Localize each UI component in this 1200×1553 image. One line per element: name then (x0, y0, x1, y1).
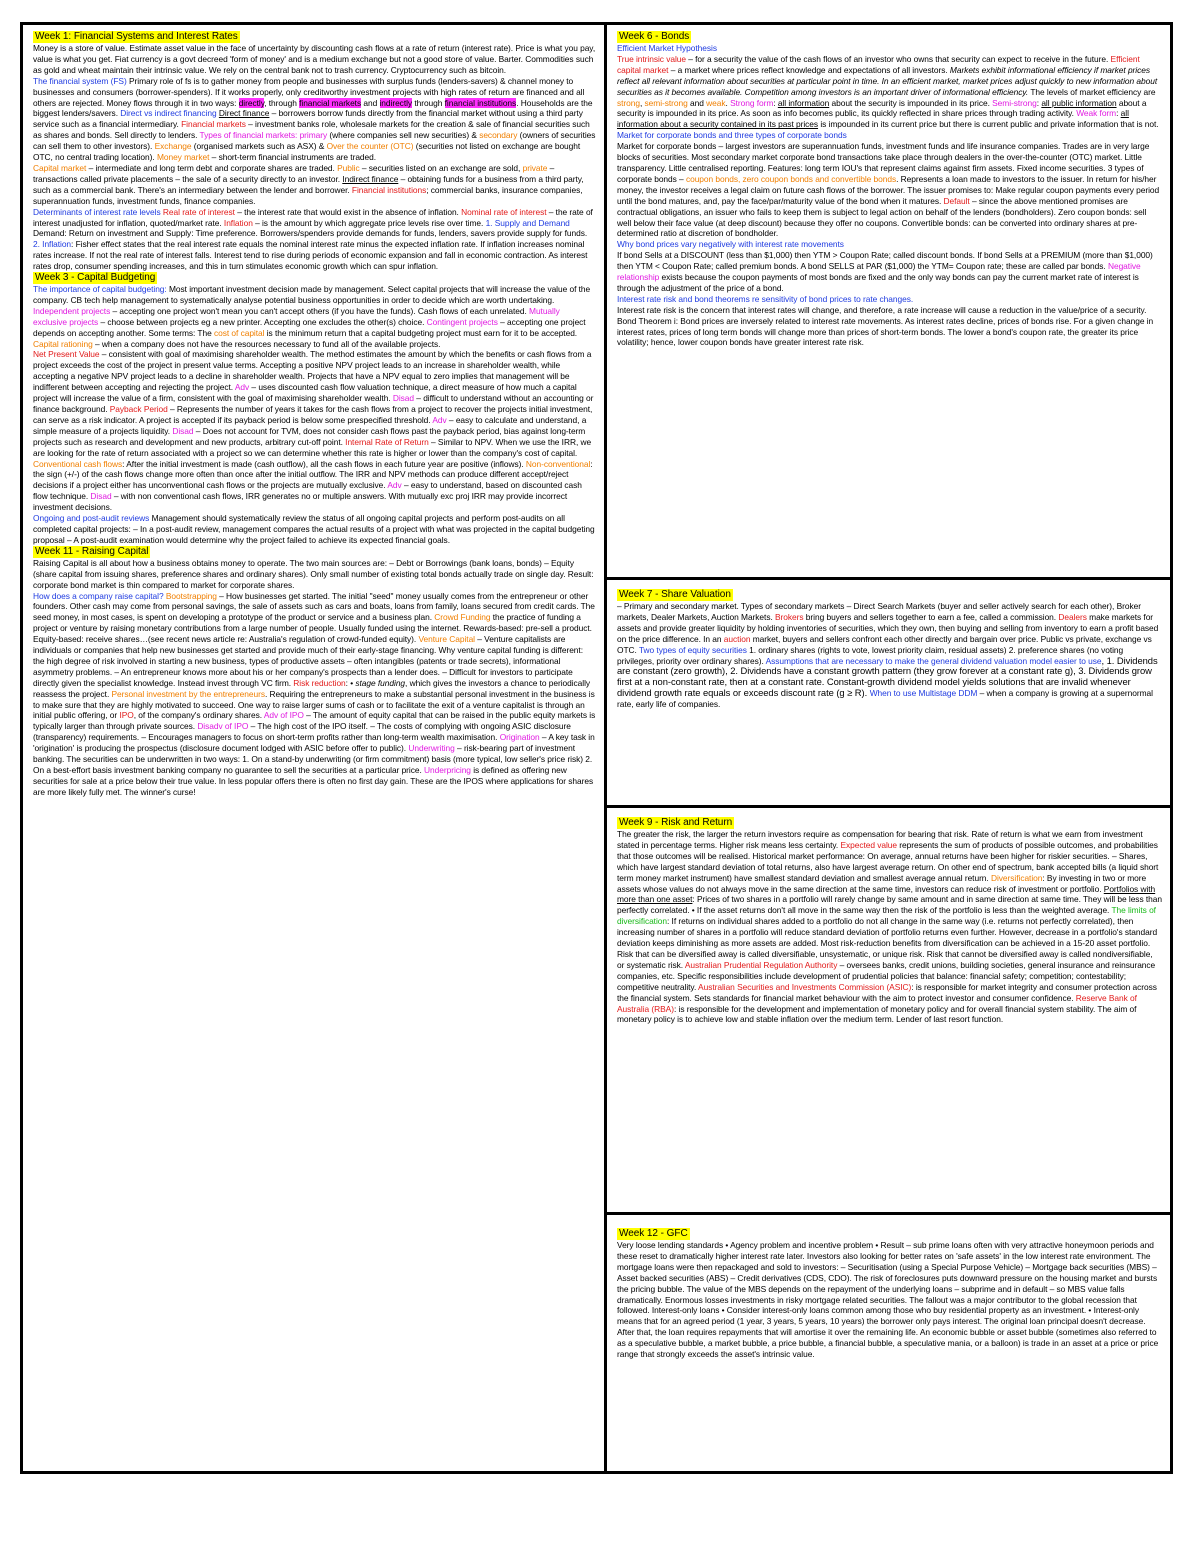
week6-paragraph-4: Interest rate risk is the concern that interest rates will change, and therefore, a rate increase will cause a reduction in the value/price of a security. Bond Theorem i: Bond prices are inversely related to interest rate movements. As interest rates decline, prices of bonds rise. For a given change in interest rates, prices of long term bonds will change more than prices of short-term bonds. The lower a bond's coupon rate, the greater its price volatility; hence, lower coupon bonds have greater interest rate risk. (617, 304, 1154, 348)
week3-title: Week 3 - Capital Budgeting (35, 272, 156, 284)
week6-box (607, 25, 1170, 580)
week11-title: Week 11 - Raising Capital (35, 545, 149, 557)
left-column-content (23, 25, 604, 802)
week3-paragraph-1: The importance of capital budgeting: Most important investment decision made by management. Select capital projects that will increase the value of the company. CB tech help management to systematically analyse potential business opportunities in order to decide which are worth undertaking. Independent projects – accepting one project won't mean you can't accept others (if you have the funds). Cash flows of each unrelated. Mutually exclusive projects – choose between projects eg a new printer. Accepting one excludes the other(s) choice. Contingent projects – accepting one project depends on accepting another. Some terms: The cost of capital is the minimum return that a capital budgeting project must earn for it to be accepted. Capital rationing – when a company does not have the resources necessary to fund all of the available projects. (33, 284, 591, 349)
week6-subheading-bonds: Market for corporate bonds and three types of corporate bonds (617, 130, 847, 141)
week3-section (33, 272, 596, 546)
week7-box (607, 580, 1170, 808)
week6-paragraph-1: True intrinsic value – for a security the value of the cash flows of an investor who owns that security can expect to receive in the future. Efficient capital market – a market where prices reflect knowledge and expectations of all investors. Markets exhibit informational efficiency if market prices reflect all relevant information about securities at particular point in time. In an efficient market, market prices adjust quickly to new information about securities as it becomes available. Competition among investors is an important driver of informational efficiency. The levels of market efficiency are strong, semi-strong and weak. Strong form: all information about the security is impounded in its price. Semi-strong: all public information about a security is impounded in its price. As soon as info becomes public, its quickly reflected in share prices through trading activity. Weak form: all information about a security contained in its past prices is impounded in its current price but there is current public and private information that is not. (617, 53, 1159, 130)
week1-title: Week 1: Financial Systems and Interest Rates (35, 31, 238, 42)
week9-title: Week 9 - Risk and Return (619, 817, 733, 828)
left-column (23, 25, 607, 1471)
week6-title: Week 6 - Bonds (619, 31, 690, 42)
week6-paragraph-3: If bond Sells at a DISCOUNT (less than $1,000) then YTM > Coupon Rate; called discount bonds. If bond Sells at a PREMIUM (more than $1,000) then YTM < Coupon Rate; called premium bonds. A bond SELLS at PAR ($1,000) the YTM= Coupon rate; these are called par bonds. Negative relationship exists because the coupon payments of most bonds are fixed and the only way bonds can pay the current market rate of interest is through the adjustment of the price of a bond. (617, 250, 1153, 293)
week6-subheading-interest-rate-risk: Interest rate risk and bond theorems re sensitivity of bond prices to rate changes. (617, 293, 914, 304)
week12-box (607, 1215, 1170, 1471)
week11-paragraph-2: How does a company raise capital? Bootstrapping – How businesses get started. The initial "seed" money usually comes from the entrepreneur or other founders. Other cash may come from personal savings, the sale of assets such as cars and boats, loans from family, loans secured from credit cards. The seed money, in most cases, is spent on developing a prototype of the product or service and a business plan. Crowd Funding the practice of funding a project or venture by raising monetary contributions from a large number of people. Usually funded using the internet. Rewards-based: pre-sell a product. Equity-based: receive shares…(see recent news article re: Australia's regulation of crowd-funded equity). Venture Capital – Venture capitalists are individuals or companies that help new businesses get started and provide much of their early-stage financing. Why venture capital funding is different: the high degree of risk involved in starting a new business, types of productive assets – often intangibles (patents or trade secrets), informational asymmetry problems. – An entrepreneur knows more about his or her company's prospects than a lender does. – Difficult for investors to participate directly given the specialist knowledge. Instead invest through VC firm. Risk reduction: • stage funding, which gives the investors a chance to periodically reassess the project. Personal investment by the entrepreneurs. Requiring the entrepreneurs to make a substantial personal investment in the business is to make sure that they are highly motivated to succeed. One way to raise larger sums of cash or to facilitate the exit of a venture capitalist is through an initial public offering, or IPO, of the company's ordinary shares. Adv of IPO – The amount of equity capital that can be raised in the public equity markets is typically larger than through private sources. Disadv of IPO – The high cost of the IPO itself. – The costs of complying with ongoing ASIC disclosure (transparency) requirements. – Encourages managers to focus on short-term profits rather than long-term wealth maximisation. Origination – A key task in 'origination' is producing the prospectus (disclosure document lodged with ASIC before offer to public). Underwriting – risk-bearing part of investment banking. The securities can be underwritten in two ways: 1. On a stand-by underwriting (or firm commitment) basis (more typical, low seller's price risk) 2. On a best-effort basis investment banking company no guarantee to sell the securities at a particular price. Underpricing is defined as offering new securities for sale at a price below their true value. In less popular offers there is often no first day gain. These are the IPOS where applications for shares are more likely fully met. The winner's curse! (33, 590, 596, 797)
week3-paragraph-3: Ongoing and post-audit reviews Management should systematically review the status of all ongoing capital projects and perform post-audits on all completed capital projects: – In a post-audit review, management compares the actual results of a project with what was projected in the capital budgeting proposal – A post-audit examination would determine why the project failed to achieve its expected financial goals. (33, 513, 595, 545)
week11-section (33, 546, 596, 798)
week1-paragraph-3: Capital market – intermediate and long term debt and corporate shares are traded. Public – securities listed on an exchange are sold, private – transactions called private placements – the sale of a security directly to an investor. Indirect finance – obtaining funds for a business from a third party, such as a commercial bank. There's an intermediary between the lender and borrower. Financial institutions; commercial banks, insurance companies, superannuation funds, investment funds, finance companies. (33, 162, 584, 206)
week12-title: Week 12 - GFC (619, 1228, 688, 1239)
week6-subheading-emh: Efficient Market Hypothesis (617, 43, 717, 53)
week6-paragraph-2: Market for corporate bonds – largest investors are superannuation funds, investment funds and life insurance companies. Trades are in very large blocks of securities. Most secondary market corporate bond transactions take place through dealers in the over-the-counter (OTC) market. Little transparency. Little centralised reporting. Features: long term IOU's that represent claims against firm assets. Fixed income securities. 3 types of corporate bonds – coupon bonds, zero coupon bonds and convertible bonds. Represents a loan made to investors to the issuer. In return for his/her money, the investor receives a legal claim on future cash flows of the borrower. The issuer promises to: Make regular coupon payments every period until the bond matures, and, pay the face/par/maturity value of the bond when it matures. Default – since the above mentioned promises are contractual obligations, an issuer who fails to keep them is subject to legal action on behalf of the lenders (bondholders). Zero coupon bonds: sell well below their face value (at deep discount) because they offer no coupons. Convertible bonds: can be converted into ordinary shares at pre-determined ratio at discretion of bondholder. (617, 141, 1160, 239)
cheat-sheet (20, 22, 1173, 1474)
week1-paragraph-2: The financial system (FS) Primary role of fs is to gather money from people and businesses with surplus funds (lenders-savers) & channel money to businesses and consumers (borrower-spenders). If it works properly, only creditworthy investment projects with high rates of return are financed and all others are rejected. Money flows through it in two ways: directly, through financial markets and indirectly through financial institutions. Households are the biggest lenders/savers. Direct vs indirect financing Direct finance – borrowers borrow funds directly from the financial market without using a third party service such as a financial intermediary. Financial markets – investment banks role, wholesale markets for the creation & sale of financial securities such as shares and bonds. Sell directly to lenders. Types of financial markets: primary (where companies sell new securities) & secondary (owners of securities can sell them to other investors). Exchange (organised markets such as ASX) & Over the counter (OTC) (securities not listed on exchange are bought OTC, no central trading location). Money market – short-term financial instruments are traded. (33, 75, 596, 163)
week1-paragraph-1: Money is a store of value. Estimate asset value in the face of uncertainty by discounting cash flows at a rate of return (interest rate). Price is what you pay, value is what you get. Fiat currency is a govt decreed 'form of money' and is a medium exchange but not a good store of value. Barter. Commodities such as gold and wheat maintain their intrinsic value. We rely on the central bank not to trash currency. Cryptocurrency such as bitcoin. (33, 43, 596, 75)
week1-section (33, 31, 596, 272)
week6-subheading-bond-prices: Why bond prices vary negatively with interest rate movements (617, 239, 844, 250)
right-column (607, 25, 1170, 1471)
week11-paragraph-1: Raising Capital is all about how a business obtains money to operate. The two main sources are: – Debt or Borrowings (bank loans, bonds) – Equity (share capital from issuing shares, preference shares and ordinary shares). Only small number of existing total bonds actually trade on single day. Result: corporate bond market is thin compared to market for corporate shares. (33, 557, 594, 590)
week7-paragraph-1: – Primary and secondary market. Types of secondary markets – Direct Search Markets (buyer and seller actively search for each other), Broker markets, Dealer Markets, Auction Markets. Brokers bring buyers and sellers together to earn a fee, called a commission. Dealers make markets for assets and provide greater liquidity by holding inventories of securities, which they own, then buying and selling from inventory to earn a profit based on the price difference. In an auction market, buyers and sellers confront each other directly and bargain over price. Public vs private, exchange vs OTC. Two types of equity securities 1. ordinary shares (rights to vote, lowest priority claim, residual assets) 2. preference shares (no voting privileges, priority over ordinary shares). Assumptions that are necessary to make the general dividend valuation model easier to use, 1. Dividends are constant (zero growth), 2. Dividends have a constant growth pattern (they grow forever at a constant rate g), 3. Dividends grow first at a non-constant rate, then at a constant rate. Constant-growth dividend model yields solutions that are invalid whenever dividend growth rate equals or exceeds discount rate (g ≥ R). When to use Multistage DDM – when a company is growing at a supernormal rate, early life of companies. (617, 601, 1159, 710)
week7-title: Week 7 - Share Valuation (619, 589, 731, 600)
week12-paragraph-1: Very loose lending standards • Agency problem and incentive problem • Result – sub prime loans often with very attractive honeymoon periods and these reset to dramatically higher interest rate later. Investors also looking for better rates on 'safe assets' in the low interest rate environment. The mortgage loans were then repackaged and sold to investors: – Securitisation (using a Special Purpose Vehicle) – Mortgage back securities (MBS) – Asset backed securities (ABS) – Credit derivatives (CDS, CDO). The risk of foreclosures puts downward pressure on the housing market and bursts the pricing bubble. The value of the MBS depends on the repayment of the underlying loans – subprime and in default – so MBS value falls dramatically. Enormous losses investments in risky mortgage related securities. The fallout was a major contributor to the global recession that followed. Interest-only loans • Consider interest-only loans common among those who buy residential property as an investment. • Interest-only means that for an agreed period (1 year, 3 years, 5 years, 10 years) the borrower only pays interest. The original loan principal doesn't decrease. After that, the loan requires repayments that will amortise it over the remaining life. An economic bubble or asset bubble (sometimes also referred to as a speculative bubble, a market bubble, a price bubble, a financial bubble, a speculative mania, or a balloon) is trade in an asset at a price or price range that strongly exceeds the asset's intrinsic value. (617, 1240, 1159, 1360)
week3-paragraph-2: Net Present Value – consistent with goal of maximising shareholder wealth. The method estimates the amount by which the benefits or cash flows from a project exceeds the cost of the project in present value terms. Accepting a positive NPV project leads to an increase in shareholder wealth, while accepting a negative NPV project leads to a decline in shareholder wealth. Projects that have a NPV equal to zero implies that management will be indifferent between accepting and rejecting the project. Adv – uses discounted cash flow valuation technique, a direct measure of how much a capital project will increase the value of a firm, consistent with the goal of maximising shareholder wealth. Disad – difficult to understand without an accounting or finance background. Payback Period – Represents the number of years it takes for the cash flows from a project to recover the projects initial investment, can serve as a risk indicator. A project is accepted if its payback period is below some prespecified threshold. Adv – easy to calculate and understand, a simple measure of a projects liquidity. Disad – Does not account for TVM, does not consider cash flows past the payback period, bias against long-term projects such as research and development and new products, arbitrary cut-off point. Internal Rate of Return – Similar to NPV. When we use the IRR, we are looking for the rate of return associated with a project so we can determine whether this rate is higher or lower than the company's cost of capital. Conventional cash flows: After the initial investment is made (cash outflow), all the cash flows in each future year are positive (inflows). Non-conventional: the sign (+/-) of the cash flows change more often than once after the initial outflow. The IRR and NPV methods can produce different accept/reject decisions if a project either has unconventional cash flows or the projects are mutually exclusive. Adv – easy to understand, based on discounted cash flow technique. Disad – with non conventional cash flows, IRR generates no or multiple answers. With mutually exc proj IRR may provide incorrect investment decisions. (33, 349, 594, 513)
week9-box (607, 808, 1170, 1215)
week9-paragraph-1: The greater the risk, the larger the return investors require as compensation for bearing that risk. Rate of return is what we earn from investment stated in percentage terms. Higher risk means less certainty. Expected value represents the sum of products of possible outcomes, and probabilities that those outcomes will be realised. Historical market performance: On average, annual returns have been higher for riskier securities. – Shares, which have largest standard deviation of total returns, also have largest average return. On other end of spectrum, bank accepted bills (a liquid short term money market instrument) have smallest standard deviation and smallest average annual return. Diversification: By investing in two or more assets whose values do not always move in the same direction at the same time, investors can reduce risk of investment or portfolio. Portfolios with more than one asset: Prices of two shares in a portfolio will rarely change by same amount and in same direction at same time. They will be less than perfectly correlated. • If the asset returns don't all move in the same way then the risk of the portfolio is less than the weighted average. The limits of diversification: If returns on individual shares added to a portfolio do not all change in the same way (i.e. returns not perfectly correlated), then increasing number of shares in a portfolio will reduce standard deviation of portfolio returns even further. However, decrease in a portfolio's standard deviation keeps diminishing as more assets are added. Most risk-reduction benefits from diversification can be achieved in a 15-20 asset portfolio. Risk that can be diversified away is called diversifiable, unsystematic, or unique risk. Risk that cannot be diversified away is called nondiversifiable, or systematic risk. Australian Prudential Regulation Authority – oversees banks, credit unions, building societies, general insurance and reinsurance companies, etc. Specific responsibilities include development of prudential policies that balance: financial safety; competition; contestability; competitive neutrality. Australian Securities and Investments Commission (ASIC): is responsible for market integrity and consumer protection across the financial system. Sets standards for financial market behaviour with the aim to protect investor and consumer confidence. Reserve Bank of Australia (RBA): is responsible for the development and implementation of monetary policy and for overall financial system stability. The aim of monetary policy is to achieve low and stable inflation over the medium term. Lender of last resort function. (617, 829, 1162, 1025)
week1-paragraph-4: Determinants of interest rate levels Real rate of interest – the interest rate that would exist in the absence of inflation. Nominal rate of interest – the rate of interest unadjusted for inflation, quoted/market rate. Inflation – is the amount by which aggregate price levels rise over time. 1. Supply and Demand Demand: Return on investment and Supply: Time preference. Borrowers/spenders provide demands for funds, lenders, savers provide supply for funds. 2. Inflation: Fisher effect states that the real interest rate equals the nominal interest rate minus the expected inflation rate. If inflation increases nominal rates increase. If not the real rate of interest falls. Interest tend to rise during periods of economic expansion and fall in economic contraction. As interest rates drop, consumer spending increases, and this in turn stimulates economic growth which can spur inflation. (33, 206, 593, 272)
